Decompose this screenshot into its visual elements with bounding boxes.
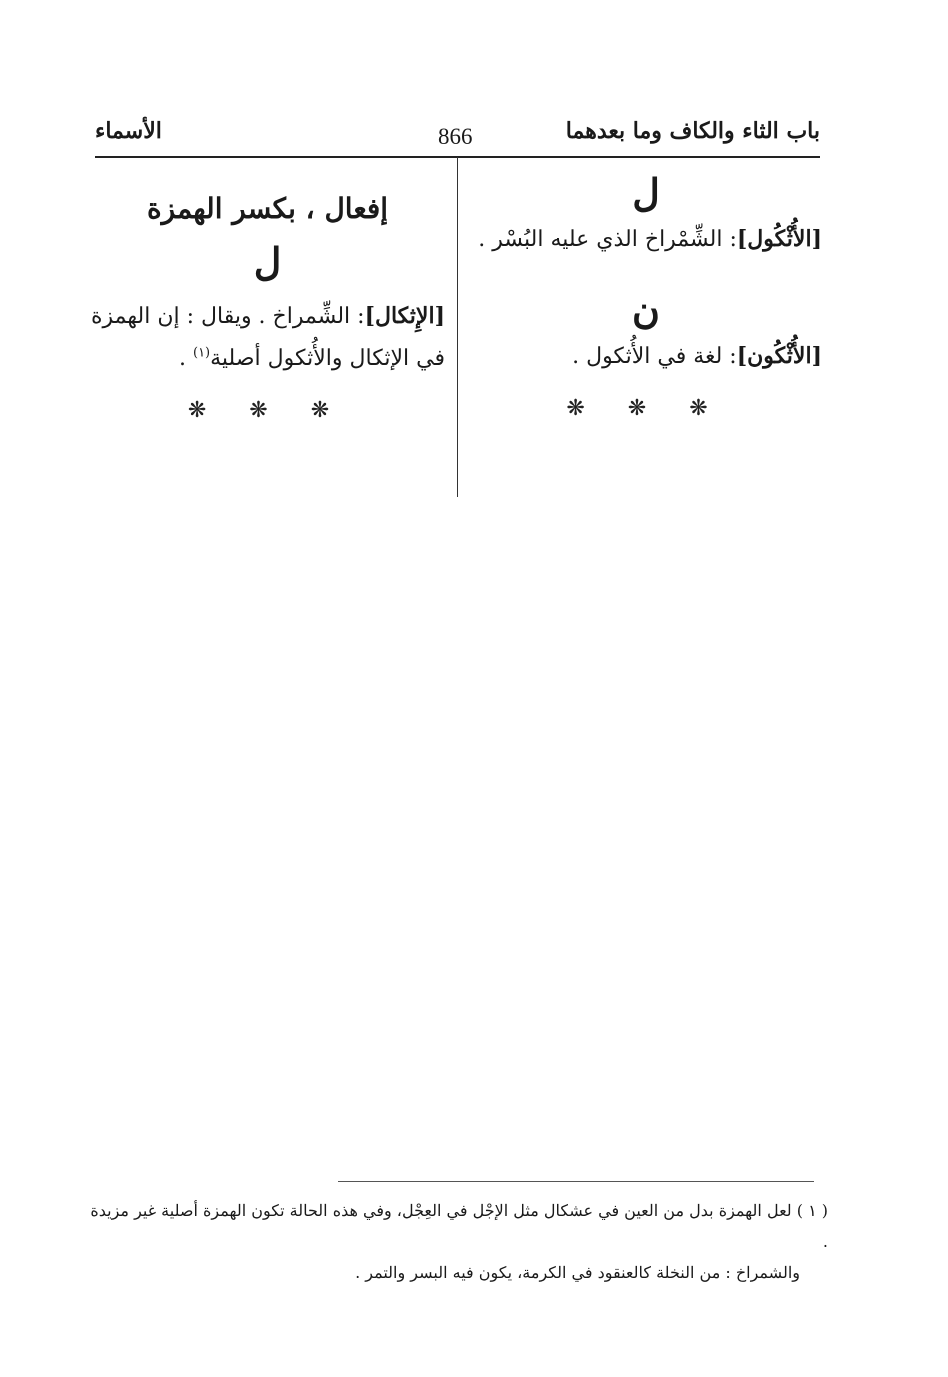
section-separator: ❋ ❋ ❋ bbox=[566, 395, 726, 421]
dictionary-entry bbox=[470, 219, 822, 261]
letter-heading: ل bbox=[632, 170, 660, 215]
footnote-rule bbox=[338, 1181, 814, 1182]
footnote bbox=[88, 1195, 828, 1289]
entry-headword: [الأُثْكُون] bbox=[736, 342, 822, 369]
chapter-title: باب الثاء والكاف وما بعدهما bbox=[565, 118, 820, 144]
letter-heading: ن bbox=[632, 286, 660, 332]
entry-definition: : لغة في الأُثكول . bbox=[572, 343, 737, 369]
letter-heading: ل bbox=[253, 239, 282, 284]
pattern-heading: إفعال ، بكسر الهمزة bbox=[146, 192, 389, 225]
page-header bbox=[95, 110, 820, 158]
entry-headword: [الأُثْكُول] bbox=[736, 226, 822, 252]
entry-headword: [الإِثكال] bbox=[364, 303, 445, 329]
page-number: 866 bbox=[438, 124, 473, 149]
dictionary-entry bbox=[470, 336, 822, 378]
entry-definition: : الشِّمراخ . ويقال : إن الهمزة في الإثكال والأُثكول أصلية bbox=[91, 304, 445, 371]
right-column bbox=[470, 170, 822, 421]
section-title: الأسماء bbox=[95, 118, 162, 144]
dictionary-entry bbox=[90, 296, 445, 380]
column-divider bbox=[457, 157, 458, 497]
footnote-line: والشمراخ : من النخلة كالعنقود في الكرمة، يكون فيه البسر والتمر . bbox=[355, 1263, 800, 1283]
footnote-line: ( ١ ) لعل الهمزة بدل من العين في عشكال مثل الإجْل في العِجْل، وفي هذه الحالة تكون الهمزة أصلية غير مزيدة . bbox=[90, 1201, 828, 1252]
left-column bbox=[90, 170, 445, 423]
section-separator: ❋ ❋ ❋ bbox=[187, 397, 348, 423]
footnote-reference[interactable]: (١) bbox=[192, 345, 211, 361]
entry-end: . bbox=[178, 345, 193, 371]
entry-definition: : الشِّمْراخ الذي عليه البُسْر . bbox=[478, 227, 737, 252]
